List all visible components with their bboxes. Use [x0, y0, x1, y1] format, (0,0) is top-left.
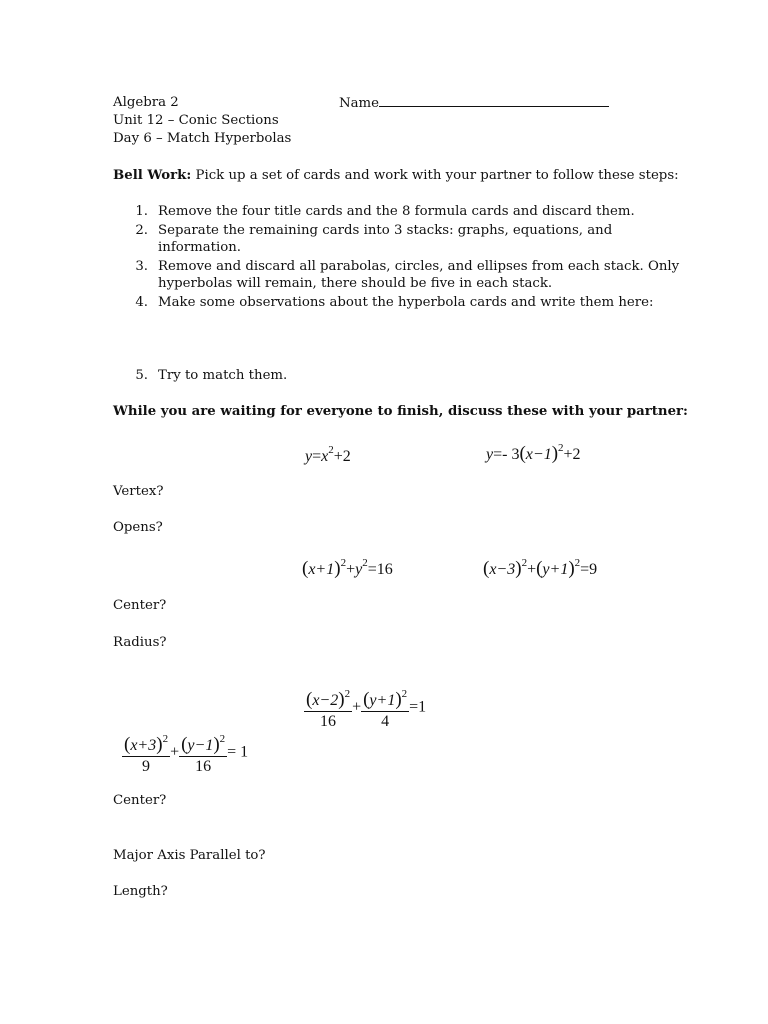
bell-work-label: Bell Work: — [113, 168, 192, 183]
circle-equation-1: $(x+1)^2+y^2=16$ — [302, 557, 393, 579]
circle-equation-2: $(x-3)^2+(y+1)^2=9$ — [483, 557, 598, 579]
center-question-2: Center? — [113, 793, 167, 808]
ellipse-equation-1: $\frac{(x-2)^2}{16}$ + $\frac{(y+1)^2}{4}$ =1 — [304, 684, 426, 732]
bell-work-line — [113, 167, 679, 185]
parabola-equation-2: y=- $3(x-1)^2+2$ — [486, 442, 581, 464]
opens-question: Opens? — [113, 520, 163, 535]
major-axis-question: Major Axis Parallel to? — [113, 848, 266, 863]
day-title: Day 6 – Match Hyperbolas — [113, 131, 292, 146]
center-question-1: Center? — [113, 598, 167, 613]
discuss-heading: While you are waiting for everyone to finish, discuss these with your partner: — [113, 404, 688, 419]
bell-work-intro: Pick up a set of cards and work with your partner to follow these steps: — [195, 168, 679, 183]
name-field[interactable] — [339, 94, 609, 113]
name-label: Name — [339, 96, 380, 111]
name-blank[interactable] — [379, 94, 609, 107]
vertex-question: Vertex? — [113, 484, 164, 499]
ellipse-equation-2: $\frac{(x+3)^2}{9}$ + $\frac{(y-1)^2}{16}$ = 1 — [122, 729, 248, 777]
course-title: Algebra 2 — [113, 95, 179, 110]
radius-question: Radius? — [113, 635, 167, 650]
length-question: Length? — [113, 884, 168, 899]
parabola-equation-1: $y=x^2+2$ — [305, 444, 351, 465]
unit-title: Unit 12 – Conic Sections — [113, 113, 279, 128]
